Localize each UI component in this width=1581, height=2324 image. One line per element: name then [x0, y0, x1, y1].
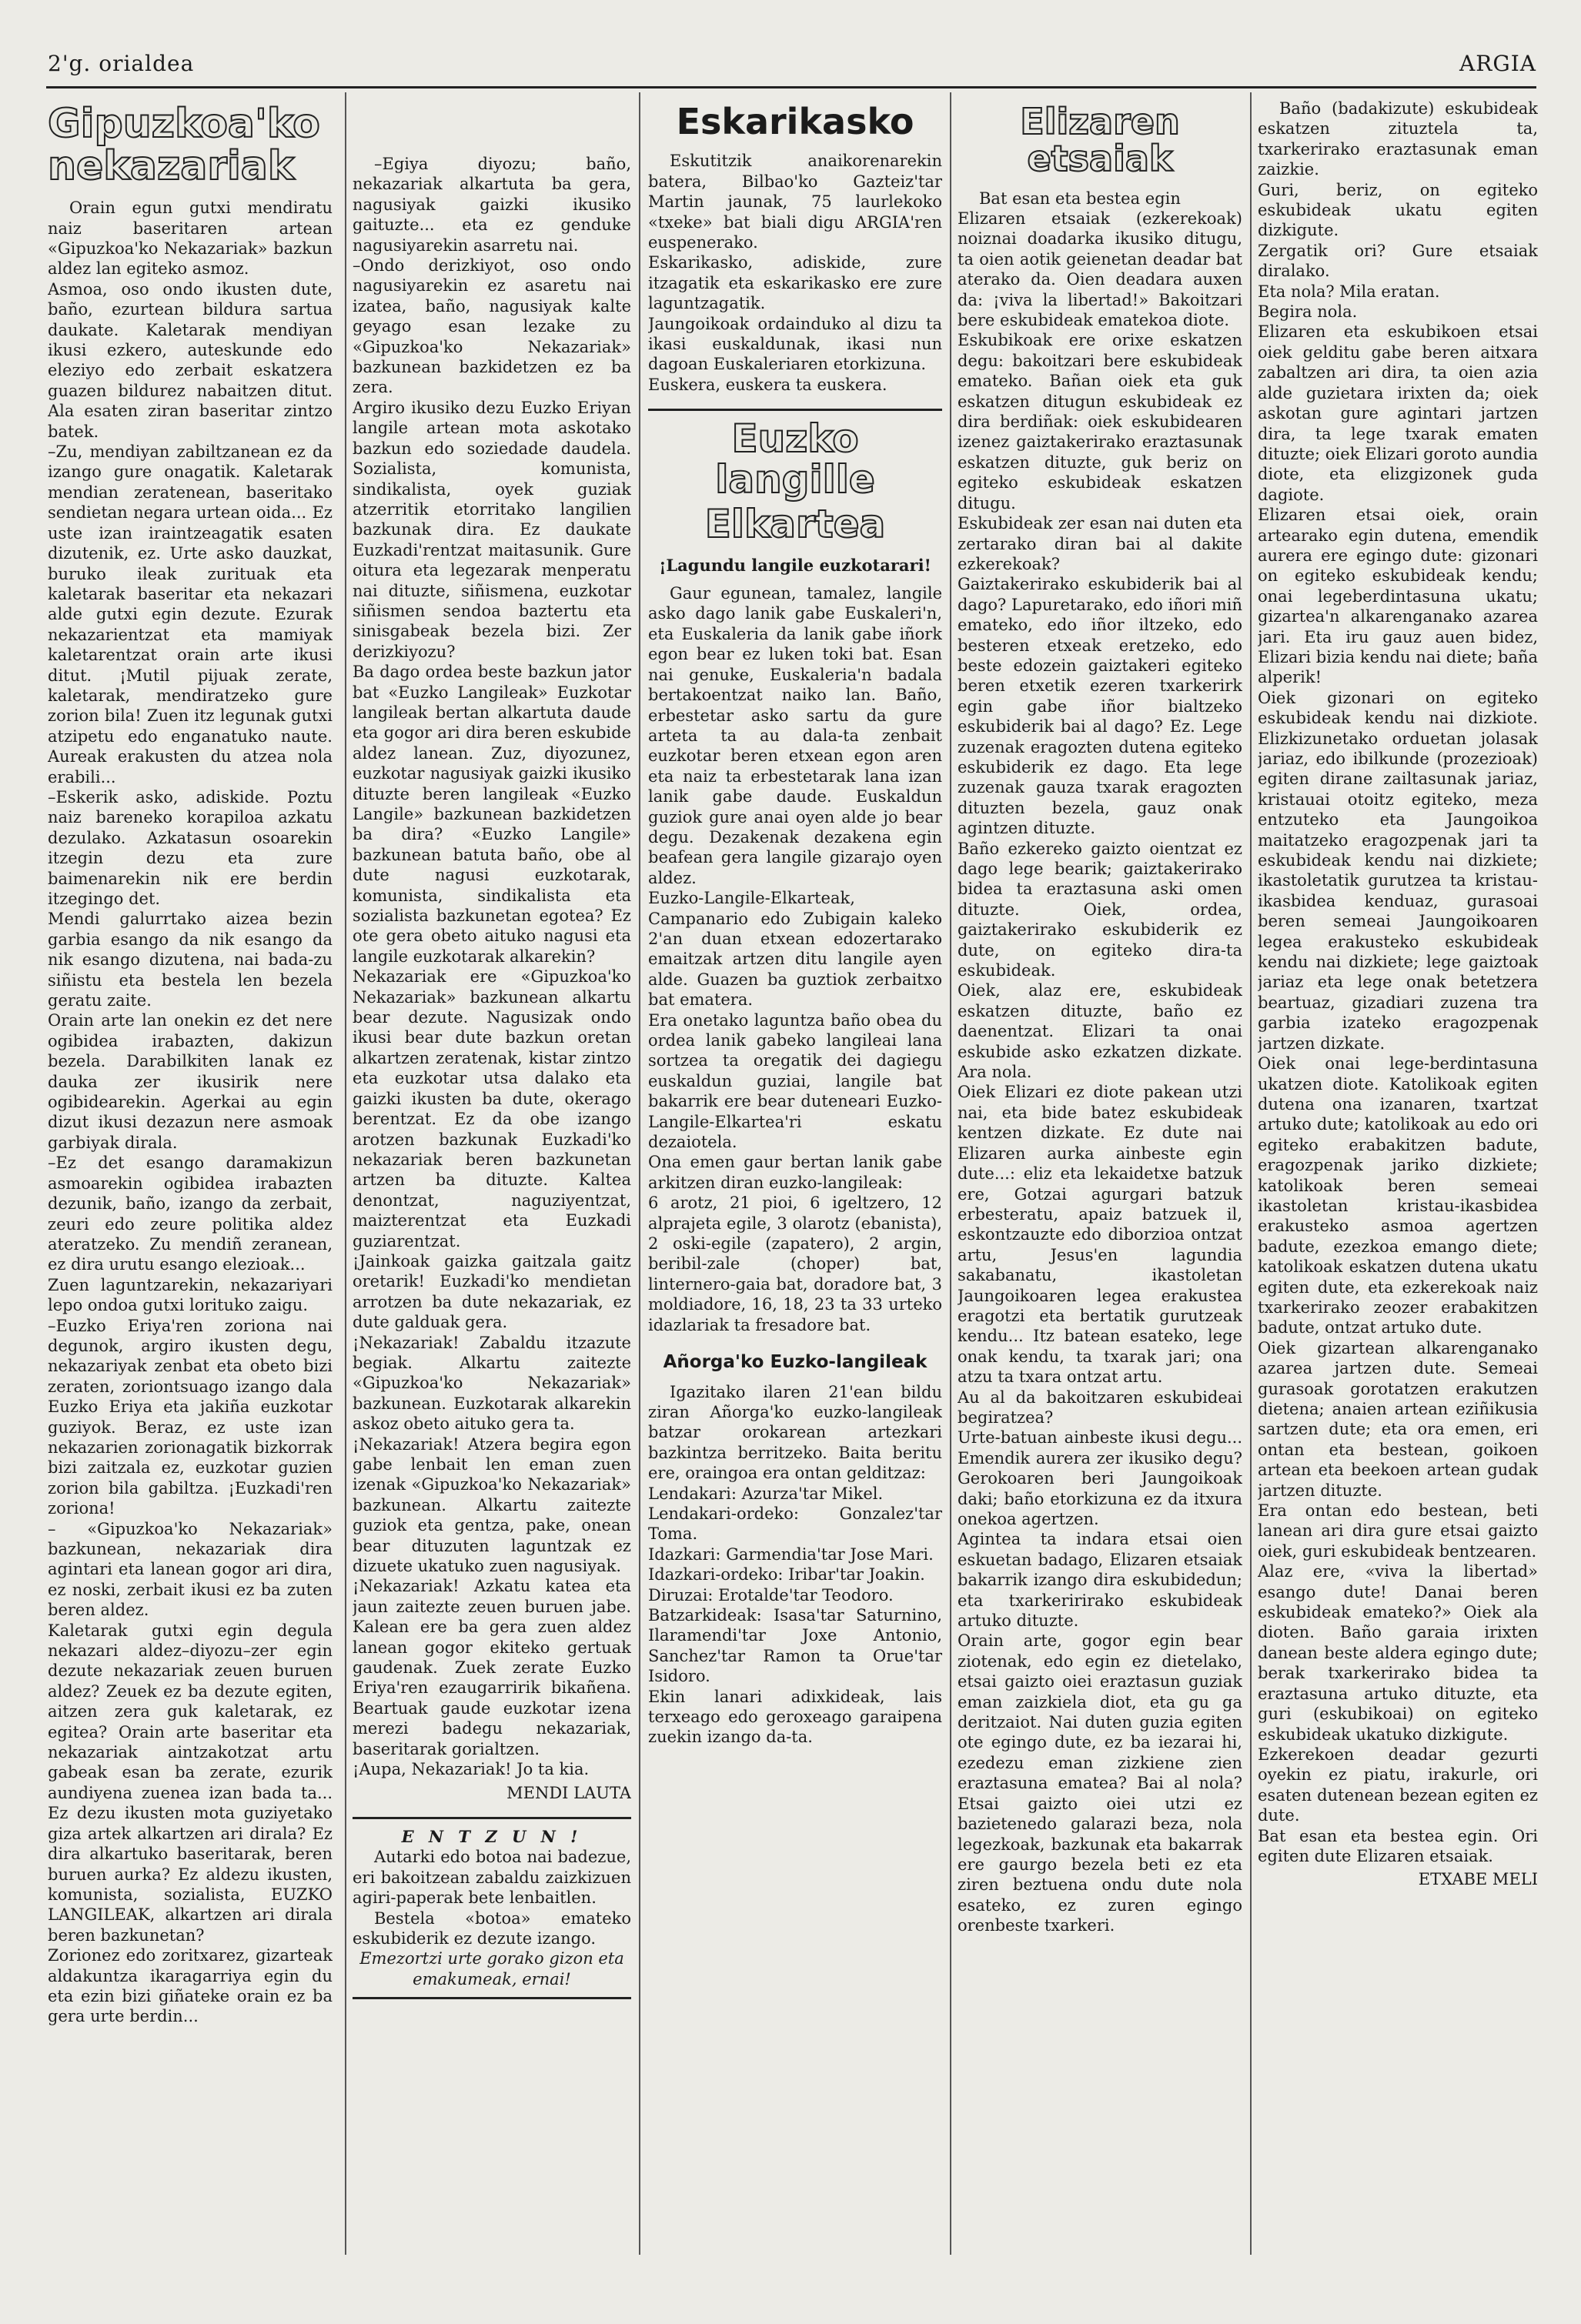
- article-signature: ETXABE MELI: [1418, 1870, 1538, 1889]
- section-rule: [648, 409, 942, 411]
- header-rule: [46, 86, 1536, 88]
- article-body-eskarikasko: Eskutitzik anaikorenarekin batera, Bilbao'ko Gazteiz'tar Martin jaunak, 75 laurlekoko «txeke» bat biali digu ARGIA'ren euspenerako. Eskarikasko, adiskide, zure itzagatik eta eskarikasko ere zure laguntzagatik. Jaungoikoak ordainduko al dizu ta ikasi euskaldunak, ikasi nun dagoan Euskaleriaren etorkizuna. Euskera, euskera ta euskera.: [648, 152, 942, 394]
- column-4: [958, 99, 1242, 2284]
- notice-line: Autarki edo botoa nai badezue, eri bakoitzean zabaldu zaizkizuen agiri-paperak bete lenbaitlen.: [353, 1848, 631, 1908]
- article-body-elizaren-part1: Bat esan eta bestea egin Elizaren etsaiak (ezkerekoak) noiznai doadarka ikusiko ditugu, ta oien aotik geienetan deadar bat aterako da. Oien deadara auxen da: ¡viva la libertad!» Bakoitzari bere eskubideak ematekoa diote. Eskubikoak ere orixe eskatzen degu: bakoitzari bere eskubideak emateko. Bañan oiek eta guk eskatzen ditugun eskubideak ez dira berdiñak: oiek eskubidearen izenez gaiztakerirako eraztasunak eskatzen dituzte, guk beriz on egiteko eskubideak eskatzen ditugu. Eskubideak zer esan nai duten eta zertarako diran bai al dakite ezkerekoak? Gaiztakerirako eskubiderik bai al dago? Lapuretarako, edo iñori miñ emateko, edo iñor iltzeko, edo besteren etxeak eretzeko, edo beste edozein gaiztakeri egiteko beren etxetik ezeren txarkerirk egin gabe iñor bialtzeko eskubiderik bai al dago? Ez. Lege zuzenak eragozten dutena egiteko eskubiderik ez dago. Eta lege zuzenak gauza txarak eragozten dituzten bezela, gauz onak agintzen dituzte. Baño ezkereko gaizto oientzat ez dago lege bearik; gaiztakerirako bidea ta eraztasuna aski omen dituzte. Oiek, ordea, gaiztakerirako eskubiderik ez dute, on egiteko dira-ta eskubideak. Oiek, alaz ere, eskubideak eskatzen dituzte, baño ez daenentzat. Elizari ta onai eskubide asko ezkatzen dizkate. Ara nola. Oiek Elizari ez diote pakean utzi nai, eta bide batez eskubideak kentzen dizkate. Ez dute nai Elizaren aurka ainbeste egin dute...: eliz eta lekaidetxe batzuk ere, Gotzai agurgari batzuk erbesteratu, apaiz batzuek il, eskontzauzte edo diborzioa ontzat artu, Jesus'en lagundia sakabanatu, ikastoletan Jaungoikoaren legea erakustea eragotzi eta bertatik gurutzeak kendu... Itz batean esateko, lege onak kendu, ta txarak jari; ona atzu ta txara ontzat artu. Au al da bakoitzaren eskubideai begiratzea? Urte-batuan ainbeste ikusi degu... Emendik aurera zer ikusiko degu? Gerokoaren beri Jaungoikoak daki; baño etorkizuna ez da itxura onekoa agertzen. Agintea ta indara etsai oien eskuetan badago, Elizaren etsaiak bakarrik izango dira eskubidedun; eta txarkeririrako eskubideak artuko dituzte. Orain arte, gogor egin bear ziotenak, edo egin ez dietelako, etsai gaizto oiei eraztasun guziak eman zaizkiela diot, eta gu ga deritzaiot. Nai duten guzia egiten ote egingo dute, ez ba iezarai hi, ezedezu eman zizkiene zien eraztasuna ematea? Bai al nola? Etsai gaizto oiei utzi ez bazietenedo galarazi beza, nola legezkoak, bazkunak eta bakarrak ere gaurgo bezela beti ez eta ziren beztuena ondu dute nola esateko, ez zuren egingo orenbeste txarkeri.: [958, 189, 1242, 1935]
- newspaper-name: ARGIA: [1459, 51, 1536, 76]
- article-title-eskarikasko: Eskarikasko: [676, 101, 914, 142]
- article-title-langile: Euzko langille: [715, 416, 875, 502]
- column-2: [353, 154, 631, 2278]
- column-1: [48, 99, 333, 2284]
- notice-title: E N T Z U N !: [401, 1826, 583, 1846]
- article-slogan: ¡Lagundu langile euzkotarari!: [659, 555, 931, 575]
- column-divider: [1250, 92, 1252, 2255]
- article-signature: MENDI LAUTA: [506, 1783, 631, 1802]
- article-body-nekazariak-part1: Orain egun gutxi mendiratu naiz baseritaren artean «Gipuzkoa'ko Nekazariak» bazkun aldez lan egiteko asmoz. Asmoa, oso ondo ikusten dute, baño, ezurtean bildura sartua daukate. Kaletarak mendiyan ikusi ezkero, auteskunde edo eleziyo edo zerbait eskatzera guazen bildurez nabaitzen ditut. Ala esaten ziran baseritar zintzo batek. –Zu, mendiyan zabiltzanean ez da izango gure onagatik. Kaletarak mendian zeratenean, baseritako sendietan negara urtean oida... Ez uste izan iraintzeagatik esaten dizutenik, ez. Urte asko dauzkat, buruko ileak zurituak eta kaletarak baseritar eta nekazari alde gutxi egin dezute. Ezurak nekazarientzat eta mamiyak kaletarentzat orain arte ikusi ditut. ¡Mutil pijuak zerate, kaletarak, mendiratzeko gure zorion bila! Zuen itz legunak gutxi atzipetu edo enganatuko naute. Aureak erakusten du atzea nola erabili... –Eskerik asko, adiskide. Poztu naiz bareneko korapiloa azkatu dezulako. Azkatasun osoarekin itzegin dezu eta zure baimenarekin nik ere berdin itzegingo det. Mendi galurrtako aizea bezin garbia esango da nik esango da nik esango dizutena, nai bada-zu siñistu eta bestela len bezela geratu zaite. Orain arte lan onekin ez det nere ogibidea irabazten, dakizun bezela. Darabilkiten lanak ez dauka zer ikusirik nere ogibidearekin. Agerkai au egin dizut ikusi dezazun nere asmoak garbiyak dirala. –Ez det esango daramakizun asmoarekin ogibidea irabazten dezunik, baño, izango da zerbait, zeuri edo zeure politika aldez ateratzeko. Zu mendiñ zeranean, ez dira urutu esango elezioak... Zuen laguntzarekin, nekazariyari lepo ondoa gutxi lorituko zaigu. –Euzko Eriya'ren zoriona nai degunok, argiro ikusten degu, nekazariyak zenbat eta obeto bizi zeraten, zoriontsuago izango dala Euzko Eriya eta jakiña euzkotar guziyok. Beraz, ez uste izan nekazarien zorionagatik bizkorrak bizi zaitzala ez, euzkotar guzien zorion bila gabiltza. ¡Euzkadi'ren zoriona! – «Gipuzkoa'ko Nekazariak» bazkunean, nekazariak dira agintari eta lanean gogor ari dira, ez noski, zerbait ikusi ez ba zuten beren aldez. Kaletarak gutxi egin degula nekazari aldez–diyozu–zer egin dezute nekazariak zeuen buruen aldez? Zeuek ez ba dezute egiten, aitzen zera guk kaletarak, ez egitea? Orain arte baseritar eta nekazariak aintzakotzat artu gabeak esan ba zerate, ezurik aundiyena zuenea izan bada ta... Ez dezu ikusten mota guziyetako giza artek alkartzen ari dirala? Ez dira alkartuko baseritarak, beren buruen aurka? Ez aldezu ikusten, komunista, sozialista, EUZKO LANGILEAK, alkartzen ari dirala beren bazkunetan? Zorionez edo zoritxarez, gizarteak aldakuntza ikaragarriya egin du eta ezin bizi giñateke orain ez ba gera urte berdin...: [48, 199, 333, 2026]
- column-divider: [345, 92, 346, 2255]
- page-number-label: 2'g. orialdea: [48, 51, 195, 76]
- article-body-elizaren-part2: Baño (badakizute) eskubideak eskatzen zituztela ta, txarkerirako eraztasunak eman zaizkie. Guri, beriz, on egiteko eskubideak ukatu egiten dizkigute. Zergatik ori? Gure etsaiak diralako. Eta nola? Mila eratan. Begira nola. Elizaren eta eskubikoen etsai oiek gelditu gabe beren aitxara zabaltzen ari dira, ta oien azia alde guzietara irixten da; oiek askotan gure agintari jartzen dira, ta lege txarak ematen dituzte; oiek Elizari goroto aundia diote, eta elizgizonek guda dagiote. Elizaren etsai oiek, orain artearako egin dutena, emendik aurera ere egingo dute: gizonari on egiteko eskubideak kendu; onai legeberdintasuna ukatu; gizartea'n alkarenganako azarea jari. Eta iru gauz auen bidez, Elizari bizia kendu nai diete; baña alperik! Oiek gizonari on egiteko eskubideak kendu nai dizkiote. Elizkizunetako orduetan jolasak jariaz, edo ibilkunde (prozezioak) egiten dirane zailtasunak jariaz, kristauai otoitz egiteko, meza entzuteko eta Jaungoikoa maitatzeko eragozpenak jari ta eskubideak kendu nai dizkiete; ikastoletatik gurutzea ta kristau-ikasbidea kenduaz, gurasoai beren semeai Jaungoikoaren legea erakusteko eskubideak kendu nai dizkiete; lege gaiztoak jariaz eta lege onak betetzera beartuaz, gizadiari zuzena tra garbia izateko eragozpenak jartzen dizkate. Oiek onai lege-berdintasuna ukatzen diote. Katolikoak egiten dutena ona izanaren, txartzat artuko dute; katolikoak au edo ori egiteko erabakitzen badute, eragozpenak jariko dizkiete; katolikoak beren semeai ikastoletan kristau-ikasbidea erakusteko asmoa agertzen badute, ezezkoa emango diete; katolikoak eskatzen dutena ukatu egiten dute, eta ezkerekoak naiz txarkerirako zeozer erabakitzen badute, ontzat artuko dute. Oiek gizartean alkarenganako azarea jartzen dute. Semeai gurasoak gorotatzen erakutzen dietena; anaien artean eziñikusia sartzen dute; eta ora emen, eri ontan eta bestean, goikoen artean eta beekoen artean gudak jartzen dituzte. Era ontan edo bestean, beti lanean ari dira gure etsai gaizto oiek, guri eskubideak bentzearen. Alaz ere, «viva la libertad» esango dute! Danai beren eskubideak emateko?» Oiek ala dioten. Baño garaia irixten danean beste aldera egingo dute; berak txarkerirako bidea ta eraztasuna artuko dituzte, eta guri (eskubikoai) on egiteko eskubideak ukatuko dizkigute. Ezkerekoen deadar gezurti oyekin ez piatu, irakurle, ori esaten dutenean bezean egiten ez dute. Bat esan eta bestea egin. Ori egiten dute Elizaren etsaiak.: [1258, 99, 1538, 1865]
- article-title-elizaren: Elizaren etsaiak: [1020, 101, 1180, 180]
- article-body-nekazariak-part2: –Egiya diyozu; baño, nekazariak alkartuta ba gera, nagusiyak gaizki ikusiko gaituzte... eta ez genduke nagusiyarekin asarretu nai. –Ondo derizkiyot, oso ondo nagusiyarekin ez asaretu nai izatea, baño, nagusiyak kalte geyago esan lezake zu «Gipuzkoa'ko Nekazariak» bazkunean bazkidetzen ez ba zera. Argiro ikusiko dezu Euzko Eriyan langile artean mota askotako bazkun edo soziedade daudela. Sozialista, komunista, sindikalista, oyek guziak atzerritik etorritako langilien bazkunak dira. Ez daukate Euzkadi'rentzat maitasunik. Gure oitura eta legezarak menperatu nai dituzte, siñismena, euzkotar siñismen sendoa baztertu eta sinisgabeak bezela bizi. Zer derizkiyozu? Ba dago ordea beste bazkun jator bat «Euzko Langileak» Euzkotar langileak bertan alkartuta daude eta gogor ari dira beren eskubide aldez lanean. Zuz, diyozunez, euzkotar nagusiyak gaizki ikusiko dituzte beren langileak «Euzko Langile» bazkunean bazkidetzen ba dira? «Euzko Langile» bazkunean batuta baño, obe al dute nagusi euzkotarak, komunista, sindikalista eta sozialista bazkunetan egotea? Ez ote gera obeto aituko nagusi eta langile euzkotarak alkarekin? Nekazariak ere «Gipuzkoa'ko Nekazariak» bazkunean alkartu bear dezute. Nagusizak ondo ikusi bear dute bazkun oretan alkartzen zeratenak, kistar zintzo eta euzkotar utsa dalako eta gaizki ikusten ba dute, okerago berentzat. Ez da obe izango arotzen bazkunak Euzkadi'ko nekazariak beren bazkunetan artzen ba dituzte. Kaltea denontzat, naguziyentzat, maizterentzat eta Euzkadi guziarentzat. ¡Jainkoak gaizka gaitzala gaitz oretarik! Euzkadi'ko mendietan arrotzen ba dute nekazariak, ez dute galduak gera. ¡Nekazariak! Zabaldu itzazute begiak. Alkartu zaitezte «Gipuzkoa'ko Nekazariak» bazkunean. Euzkotarak alkarekin askoz obeto aituko gera ta. ¡Nekazariak! Atzera begira egon gabe lenbait len eman zuen izenak «Gipuzkoa'ko Nekazariak» bazkunean. Alkartu zaitezte guziok eta gentza, pake, onean bear dituzuten laguntzak ez dizuete ukatuko zuen nagusiyak. ¡Nekazariak! Azkatu katea eta jaun zaitezte zeuen buruen jabe. Kalean ere ba gera zuen aldez lanean gogor ekiteko gertuak gaudenak. Zuek zerate Euzko Eriya'ren ezaugarririk bikañena. Beartuak gaude euzkotar izena merezi badegu nekazariak, baseritarak gorialtzen. ¡Aupa, Nekazariak! Jo ta kia.: [353, 155, 631, 1779]
- article-subtitle-anorga: Añorga'ko Euzko-langileak: [663, 1352, 928, 1373]
- notice-box: [353, 1817, 631, 1999]
- article-title-nekazariak: Gipuzkoa'ko nekazariak: [48, 101, 320, 189]
- article-body-anorga: Igazitako ilaren 21'ean bildu ziran Añorga'ko euzko-langileak batzar orokarean artezkari bazkintza berritzeko. Baita beritu ere, oraingoa era ontan gelditzaz: Lendakari: Azurza'tar Mikel. Lendakari-ordeko: Gonzalez'tar Toma. Idazkari: Garmendia'tar Jose Mari. Idazkari-ordeko: Iribar'tar Joakin. Diruzai: Erotalde'tar Teodoro. Batzarkideak: Isasa'tar Saturnino, Ilaramendi'tar Joxe Antonio, Sanchez'tar Ramon ta Orue'tar Isidoro. Ekin lanari adixkideak, lais terxeago edo geroxeago garaipena zuekin izango da-ta.: [648, 1382, 942, 1747]
- column-divider: [950, 92, 951, 2255]
- column-5: [1258, 99, 1538, 2284]
- column-divider: [639, 92, 640, 2255]
- article-body-langile: Gaur egunean, tamalez, langile asko dago lanik gabe Euskaleri'n, eta Euskaleria da lanik gabe iñork egon bear ez luken toki bat. Esan nai genuke, Euskaleria'n badala bertakoentzat naiko lan. Baño, erbestetar asko sartu da gure arteta ta au dala-ta zenbait euzkotar beren etxean egon aren eta naiz ta erbestetarak lana izan lanik gabe daude. Euskaldun guziok gure anai oyen alde jo bear degu. Dezakenak dezakena egin beafean gera langile gizarajo oyen aldez. Euzko-Langile-Elkarteak, Campanario edo Zubigain kaleko 2'an duan etxean edozertarako emaitzak artzen ditu langile ayen alde. Guazen ba guztiok zerbaitxo bat ematera. Era onetako laguntza baño obea du ordea lanik gabeko langileai lana sortzea ta oregatik dei dagiegu euskaldun guziai, langile bat bakarrik ere bear duteneari Euzko-Langile-Elkartea'ri eskatu dezaiotela. Ona emen gaur bertan lanik gabe arkitzen diran euzko-langileak: 6 arotz, 21 pioi, 6 igeltzero, 12 alprajeta egile, 3 olarotz (ebanista), 2 oski-egile (zapatero), 2 argin, beribil-zale (choper) bat, linternero-gaia bat, doradore bat, 3 moldiadore, 16, 18, 23 ta 33 urteko idazlariak ta fresadore bat.: [648, 584, 942, 1334]
- article-title-elkartea: Elkartea: [704, 502, 886, 547]
- column-3: [648, 99, 942, 2284]
- notice-line: Emezortzi urte gorako gizon eta emakumeak, ernai!: [359, 1949, 624, 1988]
- notice-line: Bestela «botoa» emateko eskubiderik ez dezute izango.: [353, 1908, 631, 1948]
